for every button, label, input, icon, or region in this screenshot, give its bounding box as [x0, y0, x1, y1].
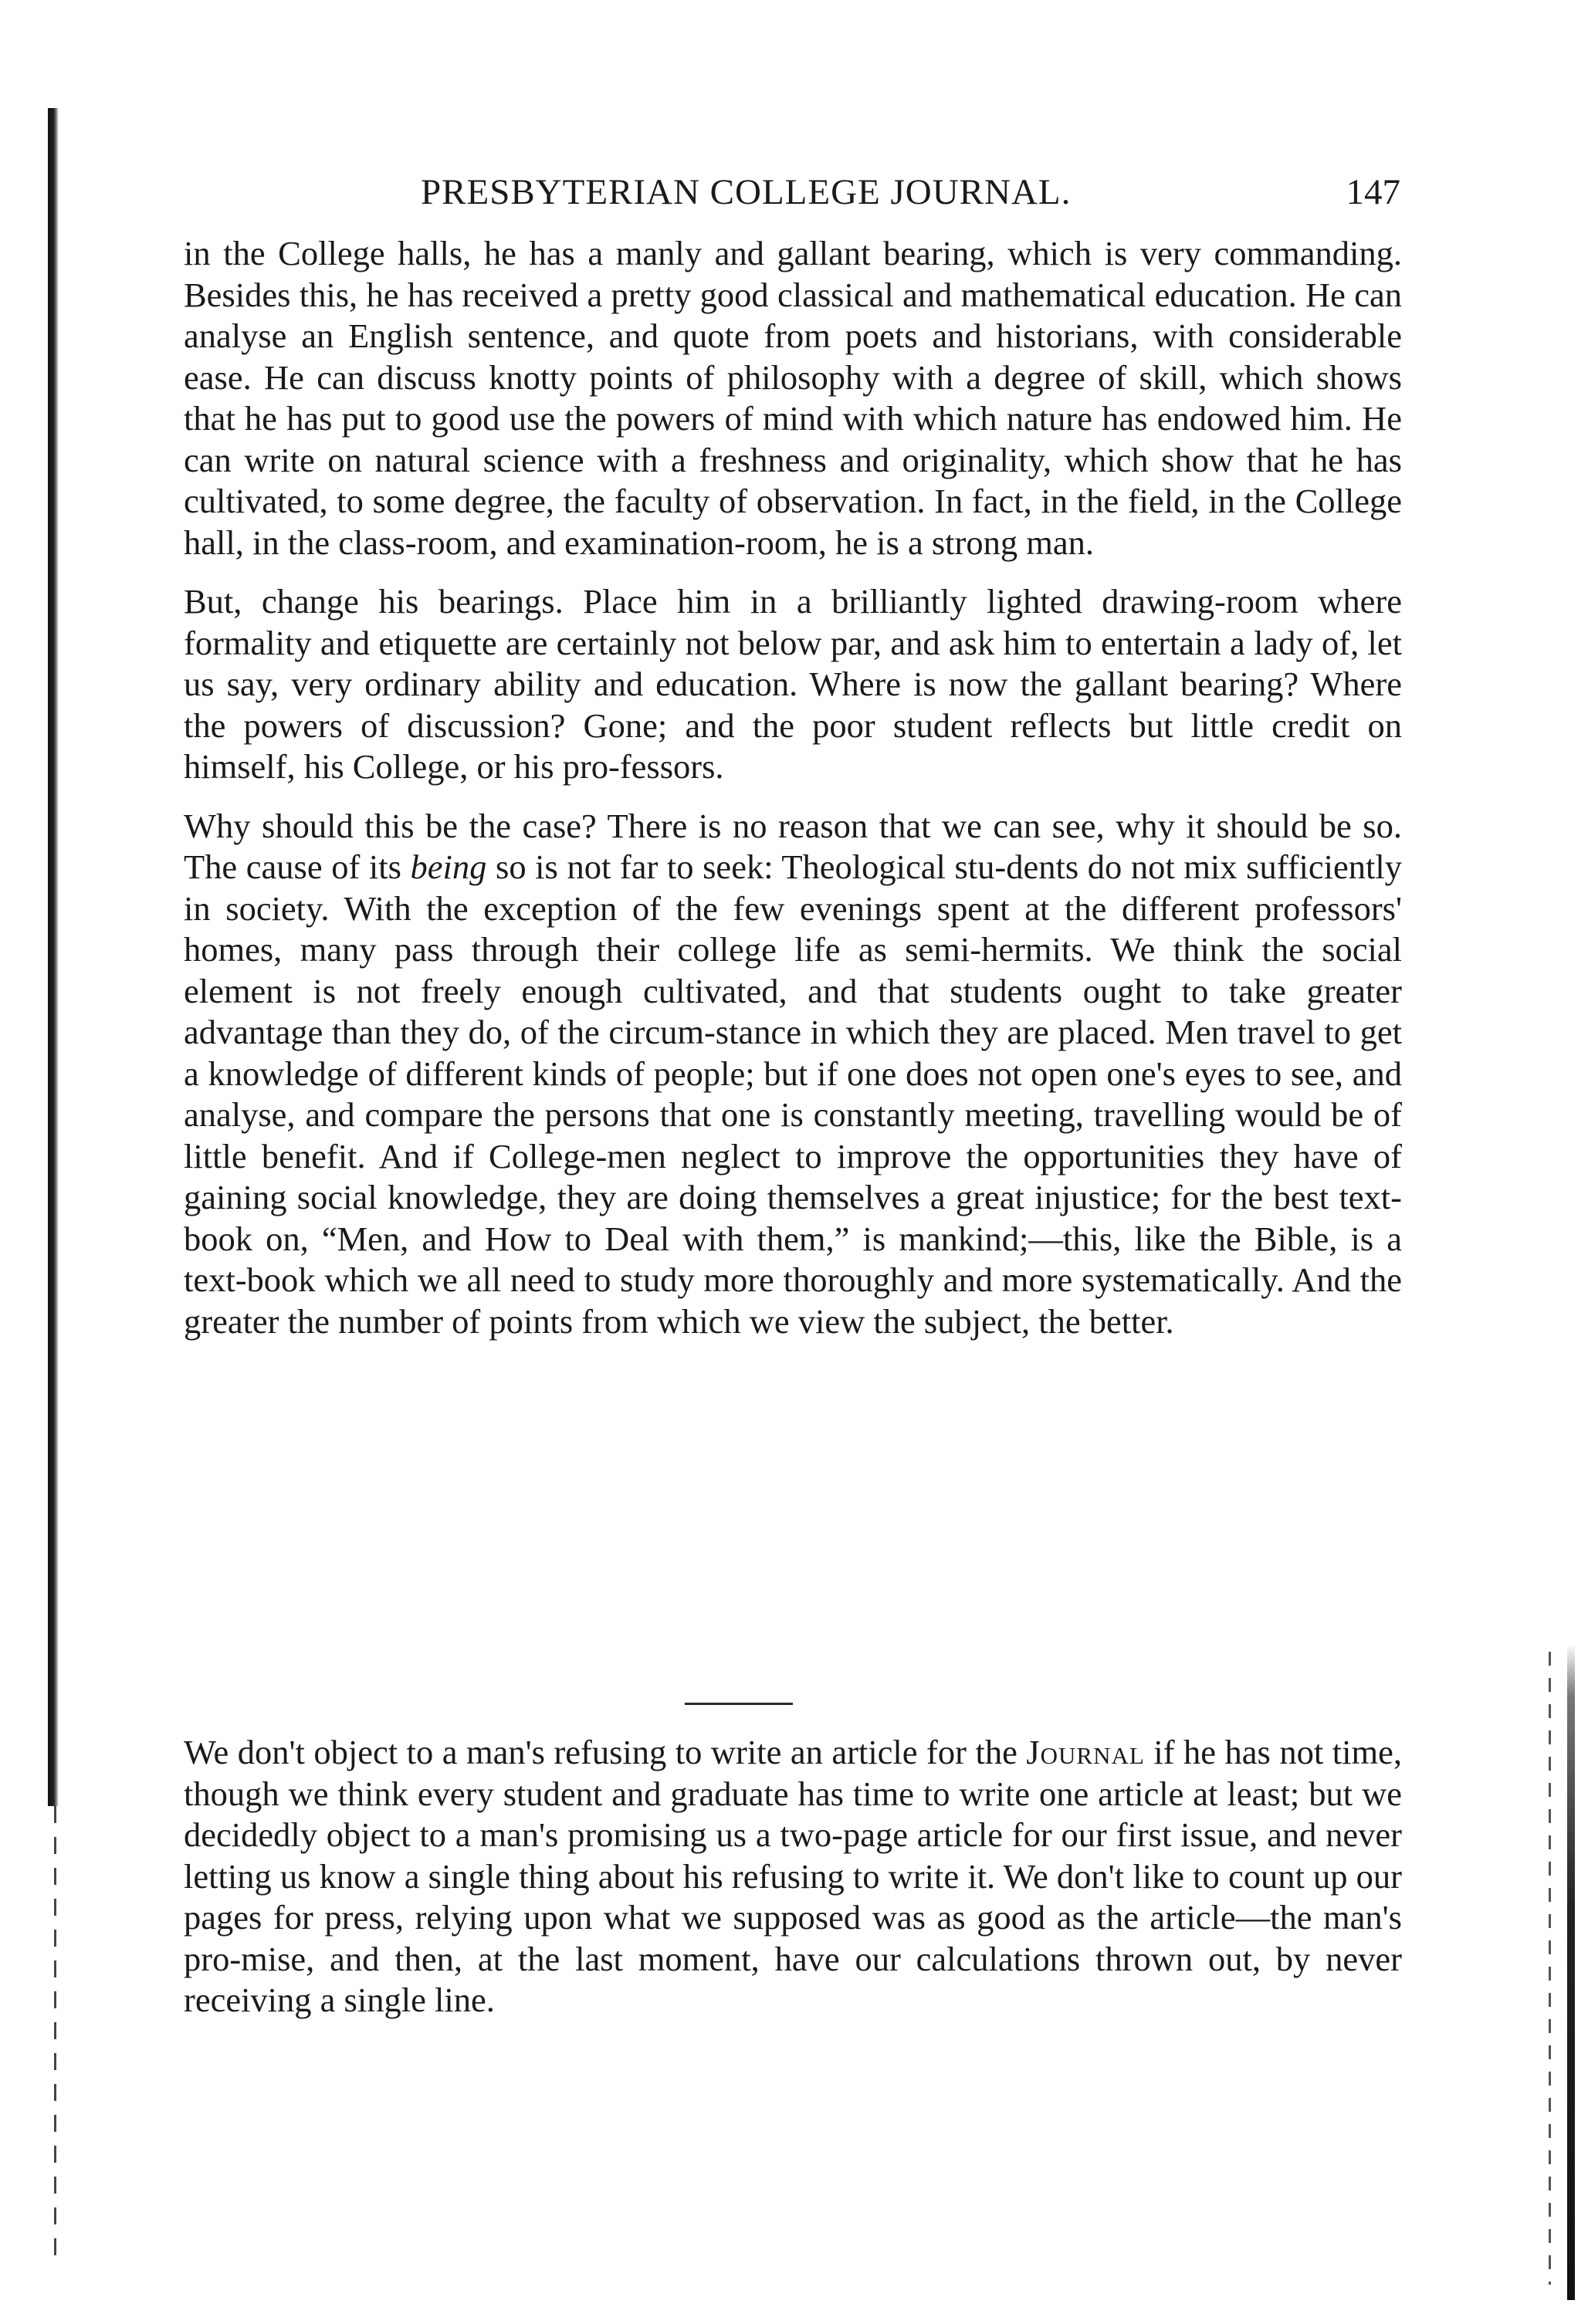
paragraph-text: Why should this be the case? There is no reason that we can see, why it should be so. The cause of its — [184, 806, 1402, 886]
scan-edge-artifact-right — [1567, 1644, 1575, 2300]
paragraph-text: so is not far to seek: Theological stu-dents do not mix sufficiently in society. With the exception of the few evenings spent at the different professors' homes, many pass through their college life as semi-hermits. We think the social element is not freely enough cultivated, and that students ought to take greater advantage than they do, of the circum-stance in which they are placed. Men travel to get a knowledge of different kinds of people; but if one does not open one's eyes to see, and analyse, and compare the persons that one is constantly meeting, travelling would be of little benefit. And if College-men neglect to improve the opportunities they have of gaining social knowledge, they are doing themselves a great injustice; for the best text-book on, “Men, and How to Deal with them,” is mankind;—this, like the Bible, is a text-book which we all need to study more thoroughly and more systematically. And the greater the number of points from which we view the subject, the better. — [184, 847, 1403, 1341]
paragraph — [184, 1732, 1402, 2021]
page-number: 147 — [1346, 172, 1400, 212]
scan-edge-artifact-right-thin — [1549, 1652, 1551, 2285]
paragraph: in the College halls, he has a manly and gallant bearing, which is very commanding. Besides this, he has received a pretty good classical and mathematical education. He can analyse an English sentence, and quote from poets and historians, with considerable ease. He can discuss knotty points of philosophy with a degree of skill, which shows that he has put to good use the powers of mind with which nature has endowed him. He can write on natural science with a freshness and originality, which show that he has cultivated, to some degree, the faculty of observation. In fact, in the field, in the College hall, in the class-room, and examination-room, he is a strong man. — [184, 234, 1402, 562]
editorial-note — [184, 1732, 1402, 2021]
paragraph-text: if he has not time, though we think every student and graduate has time to write one article at least; but we decidedly object to a man's promising us a two-page article for our first issue, and never letting us know a single thing about his refusing to write it. We don't like to count up our pages for press, relying upon what we supposed was as good as the article—the man's pro-mise, and then, at the last moment, have our calculations thrown out, by never receiving a single line. — [184, 1733, 1402, 2019]
section-divider — [685, 1703, 793, 1705]
paragraph — [184, 806, 1402, 1343]
scan-edge-artifact-left — [48, 108, 59, 1806]
article-body — [184, 233, 1402, 1342]
scan-edge-artifact-left-lower — [54, 1806, 56, 2269]
page-header — [185, 171, 1400, 225]
journal-name: Journal — [1026, 1733, 1145, 1771]
paragraph-text: We don't object to a man's refusing to write an article for the — [184, 1733, 1027, 1771]
paragraph: But, change his bearings. Place him in a brilliantly lighted drawing-room where formality and etiquette are certainly not below par, and ask him to entertain a lady of, let us say, very ordinary ability and education. Where is now the gallant bearing? Where the powers of discussion? Gone; and the poor student reflects but little credit on himself, his College, or his pro-fessors. — [184, 582, 1402, 786]
running-title: PRESBYTERIAN COLLEGE JOURNAL. — [421, 172, 1072, 212]
italic-word: being — [410, 847, 487, 886]
